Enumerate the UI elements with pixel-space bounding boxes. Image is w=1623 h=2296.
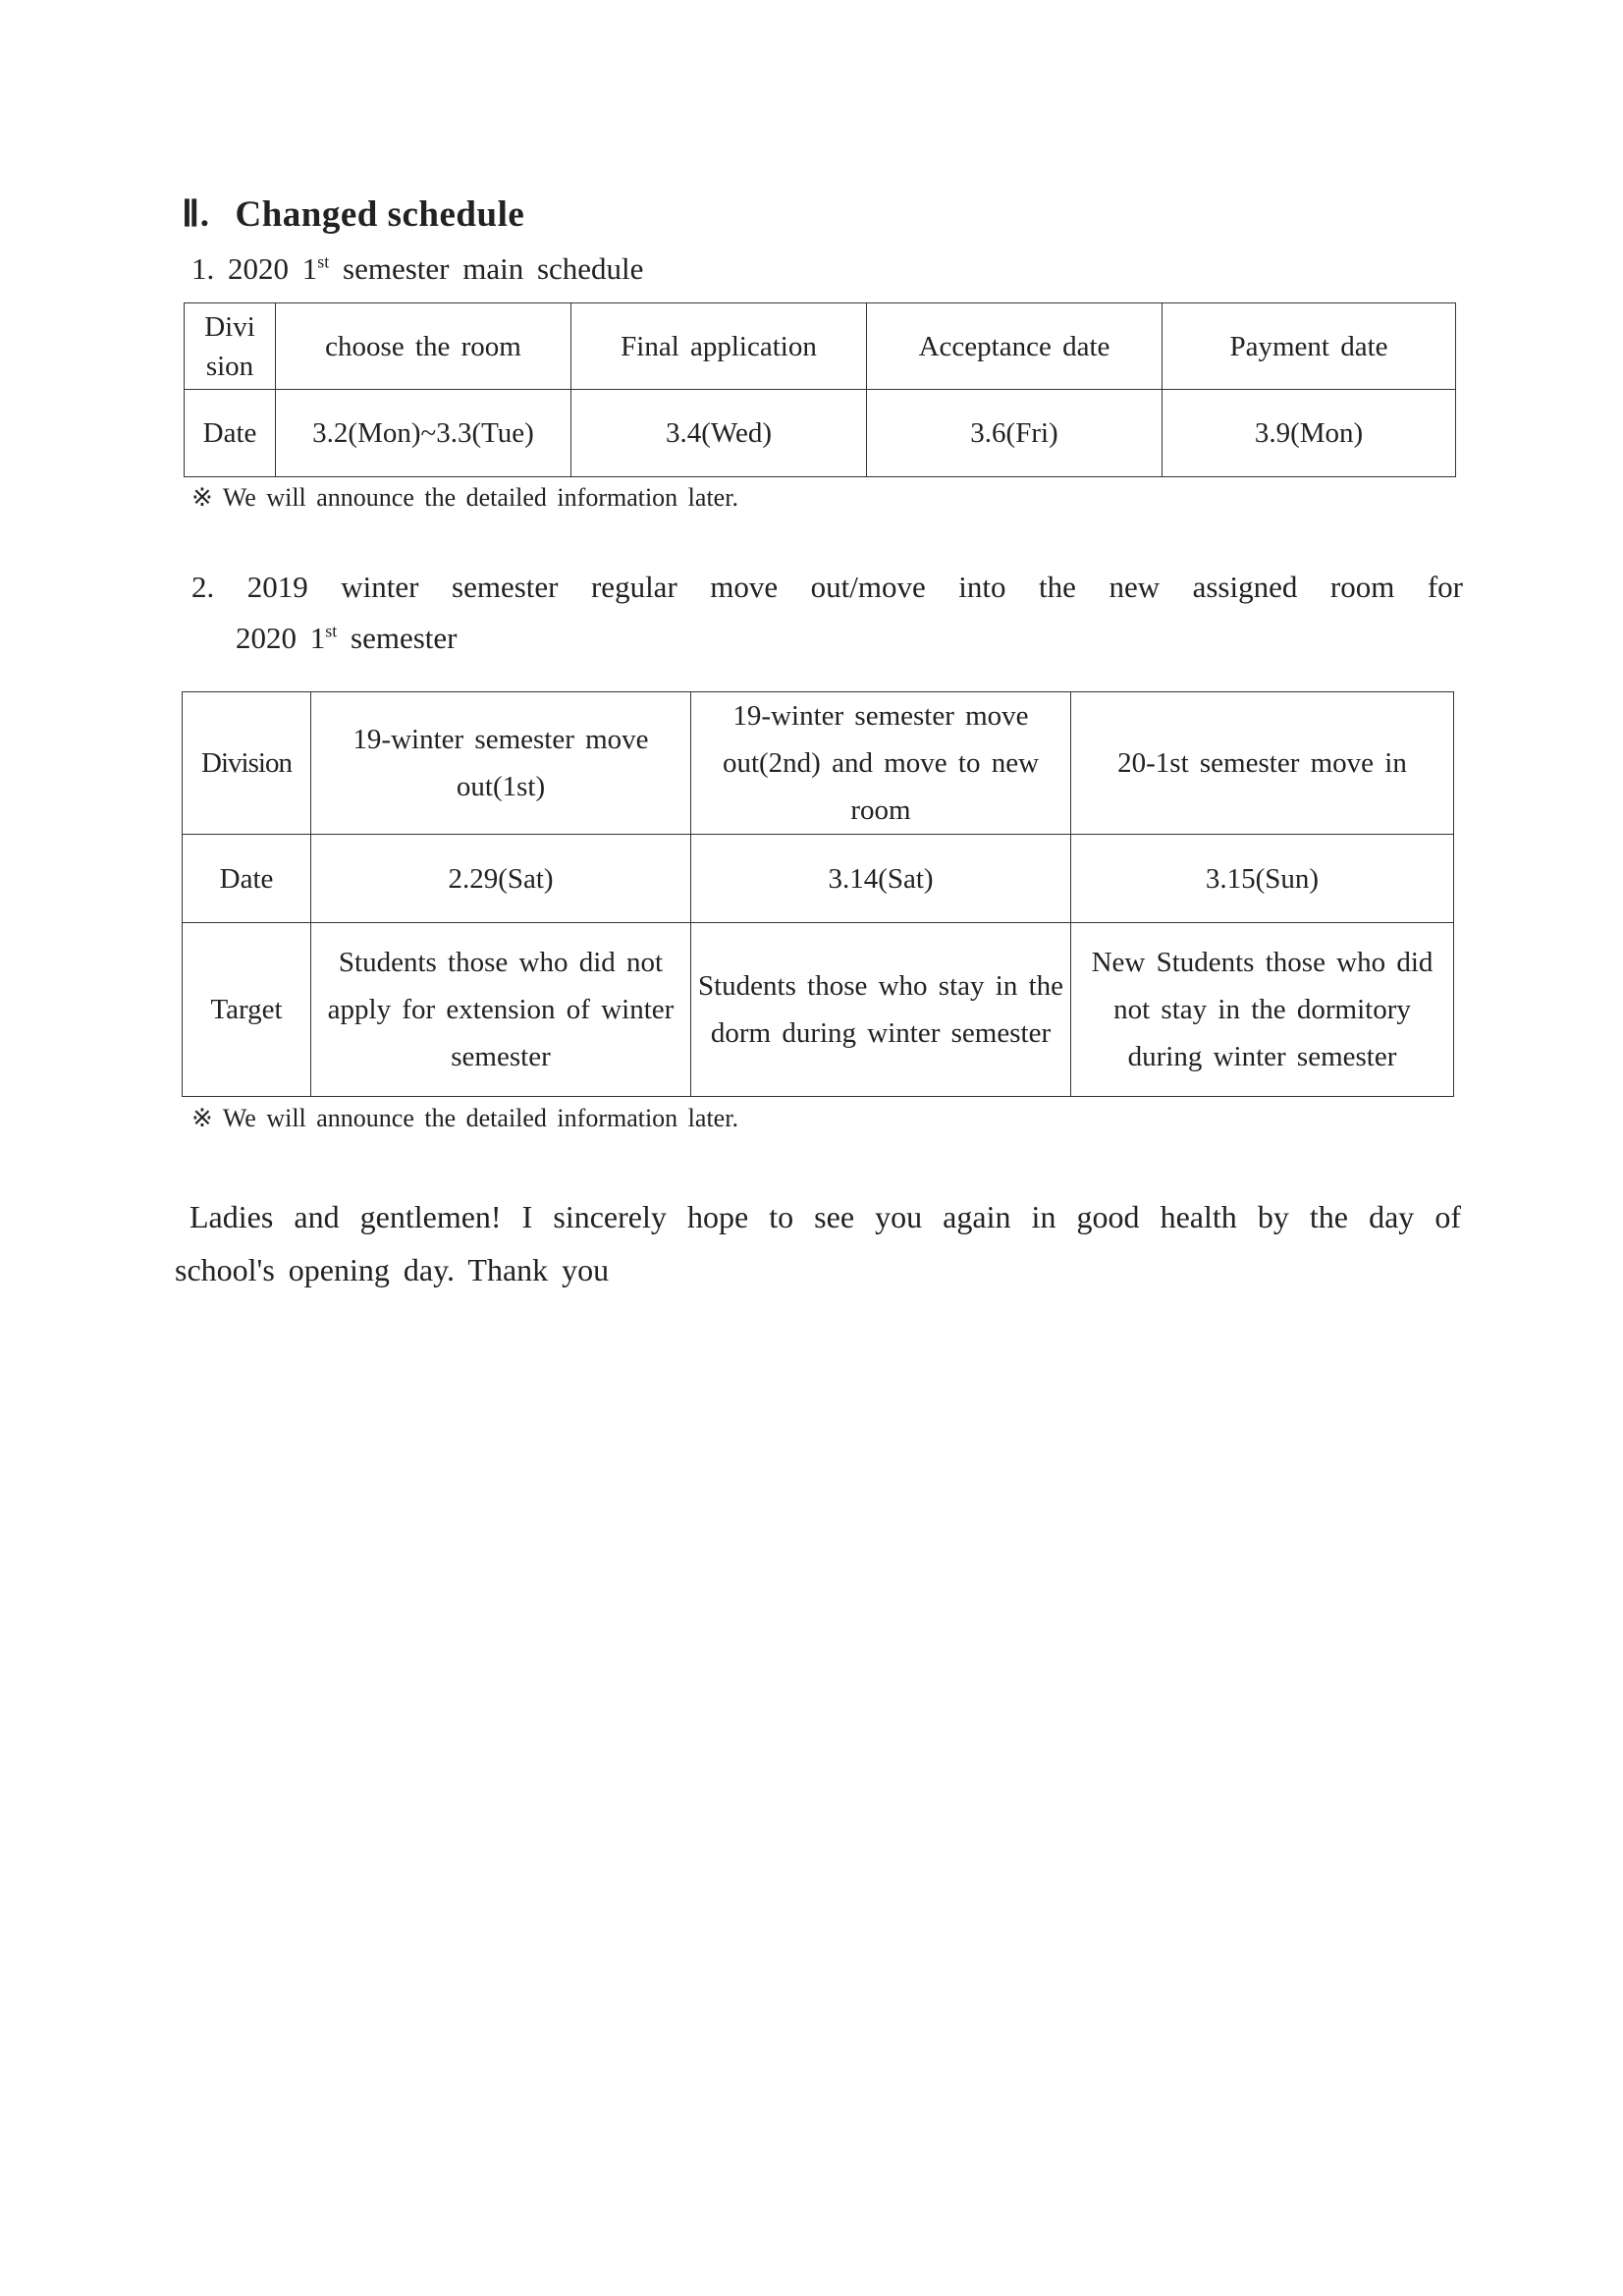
item2-heading-line2 (236, 621, 457, 656)
row-label: Date (185, 390, 276, 477)
item2-heading-suffix: semester (337, 621, 458, 655)
section-title: Changed schedule (235, 194, 525, 235)
section-heading (182, 192, 524, 236)
table-cell: 3.15(Sun) (1071, 835, 1454, 923)
header-cell: Final application (571, 303, 867, 390)
table-row (185, 390, 1456, 477)
main-schedule-table (184, 302, 1456, 477)
table-row (183, 923, 1454, 1097)
table-cell: New Students those who did not stay in the dormitory during winter semester (1071, 923, 1454, 1097)
row-label: Date (183, 835, 311, 923)
header-cell: Acceptance date (867, 303, 1163, 390)
header-cell: Divi sion (185, 303, 276, 390)
item1-heading-suffix: semester main schedule (329, 251, 644, 286)
item1-heading-prefix: 1. 2020 1 (191, 251, 318, 286)
table-cell: 3.4(Wed) (571, 390, 867, 477)
item2-heading-sup: st (325, 621, 338, 641)
table-cell: Students those who did not apply for extension of winter semester (311, 923, 691, 1097)
item2-heading-line1: 2. 2019 winter semester regular move out/move into the new assigned room for (191, 570, 1463, 604)
item1-heading-sup: st (317, 251, 330, 272)
closing-paragraph: Ladies and gentlemen! I sincerely hope to see you again in good health by the day of school's opening day. Thank you (175, 1199, 1461, 1287)
header-cell: 19-winter semester move out(2nd) and move to new room (691, 692, 1071, 835)
table-cell: Students those who stay in the dorm during winter semester (691, 923, 1071, 1097)
item2-heading-prefix: 2020 1 (236, 621, 326, 655)
header-cell: 20-1st semester move in (1071, 692, 1454, 835)
table-cell: 3.2(Mon)~3.3(Tue) (276, 390, 571, 477)
row-label: Target (183, 923, 311, 1097)
header-cell: Payment date (1163, 303, 1456, 390)
table-header-row (185, 303, 1456, 390)
item1-note: ※ We will announce the detailed information later. (191, 483, 738, 512)
table-cell: 2.29(Sat) (311, 835, 691, 923)
move-schedule-table (182, 691, 1454, 1097)
table-row (183, 835, 1454, 923)
header-cell: choose the room (276, 303, 571, 390)
header-cell: Division (183, 692, 311, 835)
section-numeral: Ⅱ. (182, 194, 210, 235)
table-cell: 3.6(Fri) (867, 390, 1163, 477)
table-cell: 3.9(Mon) (1163, 390, 1456, 477)
item2-note: ※ We will announce the detailed information later. (191, 1104, 738, 1132)
header-cell: 19-winter semester move out(1st) (311, 692, 691, 835)
table-cell: 3.14(Sat) (691, 835, 1071, 923)
table-header-row (183, 692, 1454, 835)
item1-heading (191, 251, 643, 287)
